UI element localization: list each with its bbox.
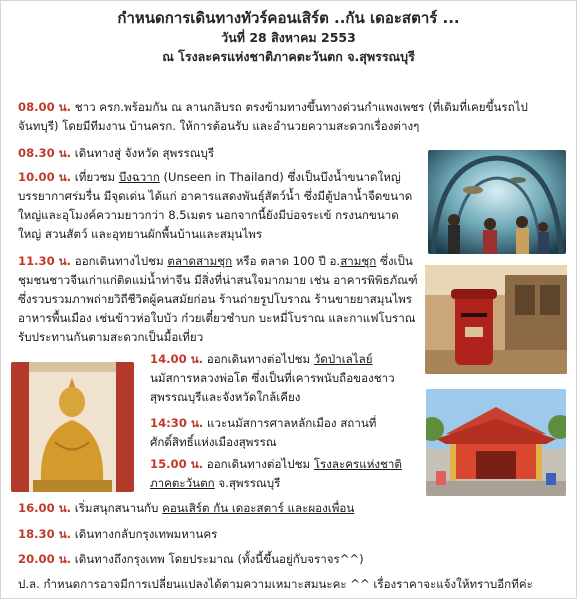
schedule-item-1400: 14.00 น. ออกเดินทางต่อไปชม วัดป่าเลไลย์ นมัสการหลวงพ่อโต ซึ่งเป็นที่เคารพนับถือของชาวสุพรรณบุรีและจังหวัดใกล้เคียง	[150, 352, 395, 404]
concert-link[interactable]: คอนเสิร์ต กัน เดอะสตาร์ และผองเพื่อน	[162, 501, 355, 515]
schedule-item-0800: 08.00 น. ชาว ครก.พร้อมกัน ณ ลานกลิบรถ ตรงข้ามทางขึ้นทางด่วนกำแพงเพชร (ที่เดิมที่เคยขึ้นรถไปจันทบุรี) โดยมีทีมงาน บ้านครก. ให้การต้อนรับ และอำนวยความสะดวกเรื่องต่างๆ	[18, 100, 528, 133]
market-postbox-photo	[425, 265, 567, 374]
sam-chuk-market-link[interactable]: ตลาดสามชุก	[167, 254, 233, 268]
national-theatre-link[interactable]: โรงละครแห่งชาติภาคตะวันตก	[150, 457, 402, 490]
page-title: กำหนดการเดินทางทัวร์คอนเสิร์ต ..กัน เดอะสตาร์ ...	[117, 9, 460, 27]
event-date: วันที่ 28 สิงหาคม 2553	[221, 30, 356, 45]
sam-chuk-district-link[interactable]: สามชุก	[340, 254, 377, 268]
schedule-item-1130: 11.30 น. ออกเดินทางไปชม ตลาดสามชุก หรือ ตลาด 100 ปี อ.สามชุก ซึ่งเป็นชุมชนชาวจีนเก่าแก่ติดแม่น้ำท่าจีน มีสิ่งที่น่าสนใจมากมาย เช่น อาคารพิพิธภัณฑ์ ซึ่งรวบรวมภาพถ่ายวิถีชีวิตผู้คนสมัยก่อน ร้านถ่ายรูปโบราณ ร้านขายยาสมุนไพร อาหารพื้นเมือง เช่นข้าวห่อใบบัว ก๋วยเตี๋ยวชำบก บะหมี่โบราณ และกาแฟโบราณ รับประทานกันตามสะดวกเป็นมื้อเที่ยว	[18, 254, 418, 344]
schedule-item-1600: 16.00 น. เริ่มสนุกสนานกับ คอนเสิร์ต กัน เดอะสตาร์ และผองเพื่อน	[18, 501, 355, 515]
schedule-item-0830: 08.30 น. เดินทางสู่ จังหวัด สุพรรณบุรี	[18, 146, 215, 160]
footnote: ป.ล. กำหนดการอาจมีการเปลี่ยนแปลงได้ตามความเหมาะสมนะคะ ^^ เรื่องราคาจะแจ้งให้ทราบอีกทีค่ะ	[18, 577, 533, 591]
city-pillar-shrine-photo	[426, 389, 566, 496]
schedule-item-2000: 20.00 น. เดินทางถึงกรุงเทพ โดยประมาณ (ทั้งนี้ขึ้นอยู่กับจราจร^^)	[18, 552, 364, 566]
header	[0, 8, 577, 66]
schedule-item-1500: 15.00 น. ออกเดินทางต่อไปชม โรงละครแห่งชาติภาคตะวันตก จ.สุพรรณบุรี	[150, 457, 402, 490]
aquarium-tunnel-photo	[428, 150, 566, 254]
event-venue: ณ โรงละครแห่งชาติภาคตะวันตก จ.สุพรรณบุรี	[162, 49, 415, 64]
schedule-item-1830: 18.30 น. เดินทางกลับกรุงเทพมหานคร	[18, 527, 218, 541]
wat-pa-lelai-link[interactable]: วัดป่าเลไลย์	[313, 352, 373, 366]
bueng-chawak-link[interactable]: บึงฉวาก	[118, 170, 160, 184]
golden-buddha-photo	[11, 362, 134, 492]
schedule-item-1430: 14:30 น. แวะนมัสการศาลหลักเมือง สถานที่ศักดิ์สิทธิ์แห่งเมืองสุพรรณ	[150, 416, 377, 449]
schedule-item-1000: 10.00 น. เที่ยวชม บึงฉวาก (Unseen in Thailand) ซึ่งเป็นบึงน้ำขนาดใหญ่ บรรยากาศร่มรื่น มีจุดเด่น ได้แก่ อาคารแสดงพันธุ์สัตว์น้ำ ซึ่งมีตู้ปลาน้ำจืดขนาดใหญ่และอุโมงค์ความยาวกว่า 8.5เมตร นอกจากนี้ยังมีบ่อจระเข้ กรงนกขนาดใหญ่ สวนสัตว์ และอุทยานผักพื้นบ้านและสมุนไพร	[18, 170, 413, 241]
